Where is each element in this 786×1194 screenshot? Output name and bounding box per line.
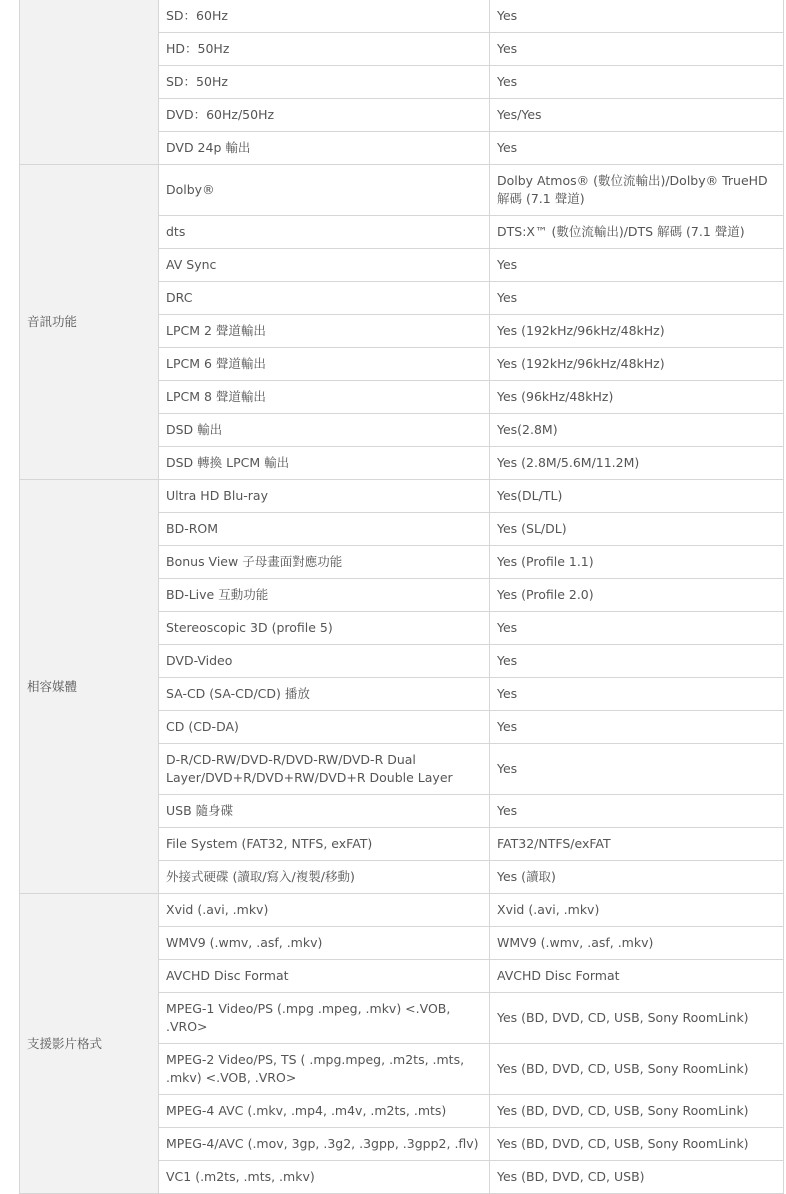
feature-cell: CD (CD-DA) xyxy=(159,711,490,744)
value-cell: Yes (192kHz/96kHz/48kHz) xyxy=(490,348,784,381)
value-cell: Yes xyxy=(490,711,784,744)
value-cell: Yes (BD, DVD, CD, USB, Sony RoomLink) xyxy=(490,993,784,1044)
value-cell: Yes xyxy=(490,0,784,33)
feature-cell: MPEG-2 Video/PS, TS ( .mpg.mpeg, .m2ts, .mts, .mkv) <.VOB, .VRO> xyxy=(159,1044,490,1095)
feature-cell: AVCHD Disc Format xyxy=(159,960,490,993)
feature-cell: DRC xyxy=(159,282,490,315)
value-cell: Yes xyxy=(490,645,784,678)
value-cell: Xvid (.avi, .mkv) xyxy=(490,894,784,927)
spec-table xyxy=(19,0,784,1194)
feature-cell: Dolby® xyxy=(159,165,490,216)
value-cell: Yes(DL/TL) xyxy=(490,480,784,513)
category-cell xyxy=(20,0,159,165)
spec-row xyxy=(20,480,784,513)
feature-cell: USB 隨身碟 xyxy=(159,795,490,828)
value-cell: Yes xyxy=(490,33,784,66)
feature-cell: File System (FAT32, NTFS, exFAT) xyxy=(159,828,490,861)
feature-cell: Ultra HD Blu-ray xyxy=(159,480,490,513)
feature-cell: VC1 (.m2ts, .mts, .mkv) xyxy=(159,1161,490,1194)
value-cell: Yes (BD, DVD, CD, USB, Sony RoomLink) xyxy=(490,1044,784,1095)
value-cell: Yes (SL/DL) xyxy=(490,513,784,546)
feature-cell: LPCM 6 聲道輸出 xyxy=(159,348,490,381)
feature-cell: AV Sync xyxy=(159,249,490,282)
value-cell: Yes (讀取) xyxy=(490,861,784,894)
spec-row xyxy=(20,0,784,33)
category-cell: 支援影片格式 xyxy=(20,894,159,1194)
value-cell: Yes xyxy=(490,744,784,795)
value-cell: Yes xyxy=(490,249,784,282)
value-cell: Yes (96kHz/48kHz) xyxy=(490,381,784,414)
feature-cell: Stereoscopic 3D (profile 5) xyxy=(159,612,490,645)
value-cell: Yes (Profile 2.0) xyxy=(490,579,784,612)
value-cell: FAT32/NTFS/exFAT xyxy=(490,828,784,861)
feature-cell: dts xyxy=(159,216,490,249)
value-cell: Yes (2.8M/5.6M/11.2M) xyxy=(490,447,784,480)
value-cell: Yes xyxy=(490,282,784,315)
spec-row xyxy=(20,165,784,216)
feature-cell: LPCM 8 聲道輸出 xyxy=(159,381,490,414)
feature-cell: DVD：60Hz/50Hz xyxy=(159,99,490,132)
value-cell: Yes xyxy=(490,66,784,99)
category-cell: 音訊功能 xyxy=(20,165,159,480)
value-cell: DTS:X™ (數位流輸出)/DTS 解碼 (7.1 聲道) xyxy=(490,216,784,249)
feature-cell: LPCM 2 聲道輸出 xyxy=(159,315,490,348)
value-cell: AVCHD Disc Format xyxy=(490,960,784,993)
value-cell: Yes xyxy=(490,795,784,828)
value-cell: Yes(2.8M) xyxy=(490,414,784,447)
category-cell: 相容媒體 xyxy=(20,480,159,894)
value-cell: Yes (BD, DVD, CD, USB, Sony RoomLink) xyxy=(490,1095,784,1128)
value-cell: Yes xyxy=(490,132,784,165)
value-cell: Dolby Atmos® (數位流輸出)/Dolby® TrueHD 解碼 (7.1 聲道) xyxy=(490,165,784,216)
value-cell: Yes xyxy=(490,612,784,645)
value-cell: Yes (192kHz/96kHz/48kHz) xyxy=(490,315,784,348)
value-cell: Yes (BD, DVD, CD, USB, Sony RoomLink) xyxy=(490,1128,784,1161)
value-cell: Yes (Profile 1.1) xyxy=(490,546,784,579)
feature-cell: DSD 轉換 LPCM 輸出 xyxy=(159,447,490,480)
feature-cell: D-R/CD-RW/DVD-R/DVD-RW/DVD-R Dual Layer/DVD+R/DVD+RW/DVD+R Double Layer xyxy=(159,744,490,795)
value-cell: Yes (BD, DVD, CD, USB) xyxy=(490,1161,784,1194)
spec-table-body xyxy=(20,0,784,1194)
feature-cell: Bonus View 子母畫面對應功能 xyxy=(159,546,490,579)
feature-cell: MPEG-4/AVC (.mov, 3gp, .3g2, .3gpp, .3gpp2, .flv) xyxy=(159,1128,490,1161)
feature-cell: HD：50Hz xyxy=(159,33,490,66)
feature-cell: 外接式硬碟 (讀取/寫入/複製/移動) xyxy=(159,861,490,894)
feature-cell: BD-Live 互動功能 xyxy=(159,579,490,612)
feature-cell: SD：60Hz xyxy=(159,0,490,33)
feature-cell: DVD 24p 輸出 xyxy=(159,132,490,165)
feature-cell: Xvid (.avi, .mkv) xyxy=(159,894,490,927)
feature-cell: SD：50Hz xyxy=(159,66,490,99)
feature-cell: DSD 輸出 xyxy=(159,414,490,447)
value-cell: Yes xyxy=(490,678,784,711)
value-cell: Yes/Yes xyxy=(490,99,784,132)
feature-cell: WMV9 (.wmv, .asf, .mkv) xyxy=(159,927,490,960)
spec-row xyxy=(20,894,784,927)
value-cell: WMV9 (.wmv, .asf, .mkv) xyxy=(490,927,784,960)
feature-cell: SA-CD (SA-CD/CD) 播放 xyxy=(159,678,490,711)
feature-cell: MPEG-4 AVC (.mkv, .mp4, .m4v, .m2ts, .mts) xyxy=(159,1095,490,1128)
feature-cell: MPEG-1 Video/PS (.mpg .mpeg, .mkv) <.VOB, .VRO> xyxy=(159,993,490,1044)
feature-cell: DVD-Video xyxy=(159,645,490,678)
feature-cell: BD-ROM xyxy=(159,513,490,546)
